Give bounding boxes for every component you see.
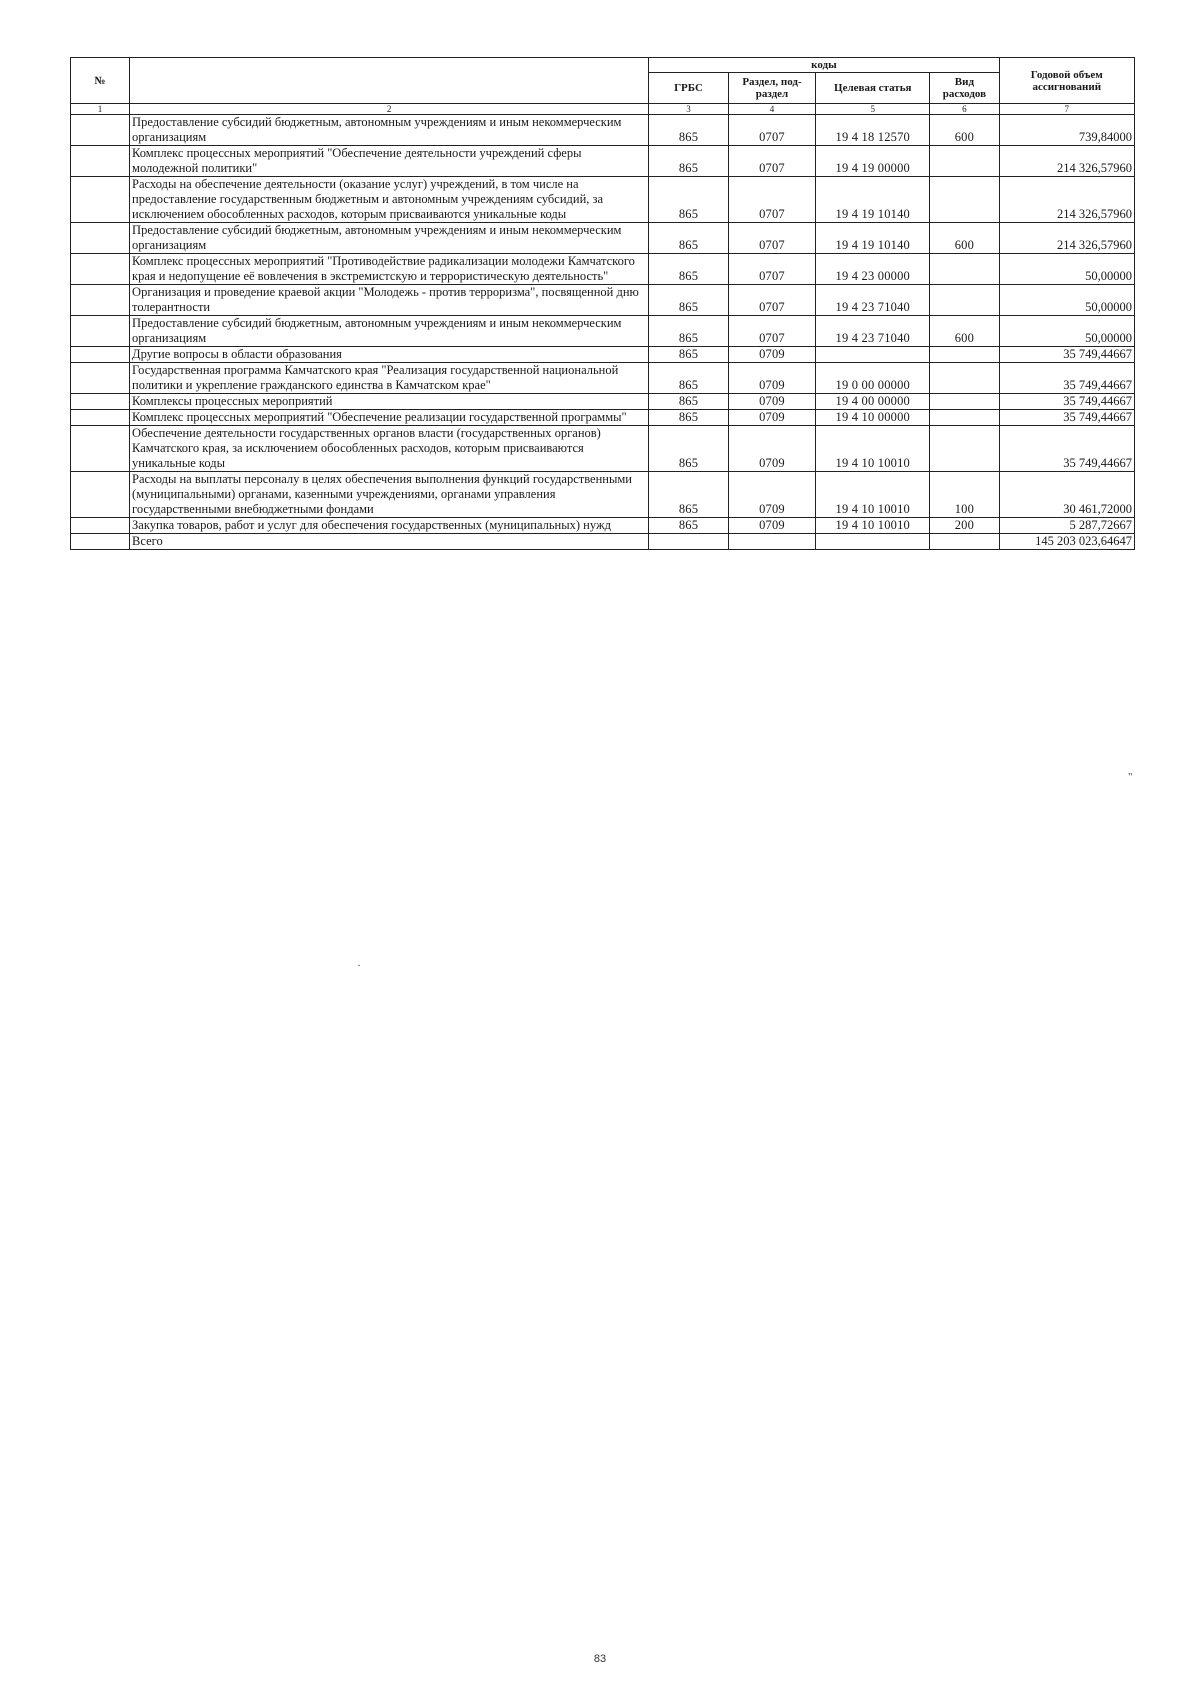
row-razdel: 0707	[728, 254, 816, 285]
column-number-row	[71, 104, 1135, 115]
row-number	[71, 394, 130, 410]
row-number	[71, 115, 130, 146]
header-annual-volume: Годовой объем ассигнований	[999, 58, 1134, 104]
row-name: Предоставление субсидий бюджетным, автономным учреждениям и иным некоммерческим организациям	[130, 316, 649, 347]
header-number: №	[71, 58, 130, 104]
row-sum: 35 749,44667	[999, 394, 1134, 410]
row-vid: 600	[930, 115, 999, 146]
row-vid: 600	[930, 223, 999, 254]
table-row	[71, 472, 1135, 518]
row-celevaya: 19 4 19 00000	[816, 146, 930, 177]
row-grbs: 865	[649, 363, 728, 394]
row-celevaya: 19 4 10 10010	[816, 518, 930, 534]
row-vid: 100	[930, 472, 999, 518]
row-name: Закупка товаров, работ и услуг для обеспечения государственных (муниципальных) нужд	[130, 518, 649, 534]
row-number	[71, 518, 130, 534]
row-razdel: 0709	[728, 410, 816, 426]
row-celevaya: 19 4 10 10010	[816, 426, 930, 472]
row-razdel: 0707	[728, 146, 816, 177]
row-vid	[930, 394, 999, 410]
row-celevaya: 19 4 23 71040	[816, 316, 930, 347]
row-name: Предоставление субсидий бюджетным, автономным учреждениям и иным некоммерческим организациям	[130, 115, 649, 146]
total-row	[71, 534, 1135, 550]
table-row	[71, 394, 1135, 410]
row-celevaya: 19 4 10 10010	[816, 472, 930, 518]
row-grbs: 865	[649, 410, 728, 426]
row-name: Комплекс процессных мероприятий "Противодействие радикализации молодежи Камчатского края и недопущение её вовлечения в экстремистскую и террористическую деятельность"	[130, 254, 649, 285]
total-label: Всего	[130, 534, 649, 550]
header-celevaya: Целевая статья	[816, 73, 930, 104]
row-celevaya	[816, 347, 930, 363]
table-row	[71, 285, 1135, 316]
total-sum: 145 203 023,64647	[999, 534, 1134, 550]
row-vid	[930, 347, 999, 363]
row-number	[71, 223, 130, 254]
row-number	[71, 254, 130, 285]
row-grbs: 865	[649, 394, 728, 410]
row-vid: 200	[930, 518, 999, 534]
row-name: Комплекс процессных мероприятий "Обеспечение деятельности учреждений сферы молодежной политики"	[130, 146, 649, 177]
row-name: Организация и проведение краевой акции "Молодежь - против терроризма", посвященной дню толерантности	[130, 285, 649, 316]
row-vid: 600	[930, 316, 999, 347]
table-row	[71, 146, 1135, 177]
row-number	[71, 426, 130, 472]
row-celevaya: 19 4 23 71040	[816, 285, 930, 316]
row-name: Обеспечение деятельности государственных органов власти (государственных органов) Камчатского края, за исключением обособленных расходов, которым присваиваются уникальные коды	[130, 426, 649, 472]
table-row	[71, 347, 1135, 363]
row-sum: 35 749,44667	[999, 347, 1134, 363]
row-celevaya: 19 4 18 12570	[816, 115, 930, 146]
row-grbs: 865	[649, 518, 728, 534]
column-number: 5	[816, 104, 930, 115]
row-vid	[930, 285, 999, 316]
row-razdel: 0707	[728, 223, 816, 254]
budget-allocation-table	[70, 57, 1135, 550]
row-number	[71, 472, 130, 518]
row-sum: 35 749,44667	[999, 426, 1134, 472]
row-vid	[930, 426, 999, 472]
row-number	[71, 363, 130, 394]
row-razdel: 0707	[728, 115, 816, 146]
table-row	[71, 410, 1135, 426]
row-name: Расходы на обеспечение деятельности (оказание услуг) учреждений, в том числе на предоставление государственным бюджетным и автономным учреждениям субсидий, за исключением обособленных расходов, которым присваиваются уникальные коды	[130, 177, 649, 223]
row-vid	[930, 146, 999, 177]
row-grbs: 865	[649, 254, 728, 285]
row-razdel: 0709	[728, 394, 816, 410]
table-row	[71, 316, 1135, 347]
row-razdel: 0709	[728, 347, 816, 363]
row-sum: 35 749,44667	[999, 410, 1134, 426]
column-number: 4	[728, 104, 816, 115]
header-vid: Вид расходов	[930, 73, 999, 104]
column-number: 7	[999, 104, 1134, 115]
row-razdel: 0709	[728, 363, 816, 394]
row-sum: 50,00000	[999, 316, 1134, 347]
table-row	[71, 518, 1135, 534]
row-razdel: 0707	[728, 285, 816, 316]
row-name: Государственная программа Камчатского края "Реализация государственной национальной политики и укрепление гражданского единства в Камчатском крае"	[130, 363, 649, 394]
table-row	[71, 254, 1135, 285]
row-grbs: 865	[649, 347, 728, 363]
row-number	[71, 410, 130, 426]
table-row	[71, 177, 1135, 223]
row-razdel: 0709	[728, 518, 816, 534]
row-sum: 214 326,57960	[999, 177, 1134, 223]
row-grbs: 865	[649, 285, 728, 316]
row-sum: 30 461,72000	[999, 472, 1134, 518]
column-number: 3	[649, 104, 728, 115]
row-razdel: 0707	[728, 316, 816, 347]
table-row	[71, 223, 1135, 254]
row-number	[71, 146, 130, 177]
row-grbs: 865	[649, 146, 728, 177]
page-number: 83	[593, 1653, 607, 1665]
row-grbs: 865	[649, 177, 728, 223]
row-number	[71, 285, 130, 316]
table-row	[71, 363, 1135, 394]
row-grbs: 865	[649, 223, 728, 254]
row-sum: 739,84000	[999, 115, 1134, 146]
header-codes: коды	[649, 58, 999, 73]
row-celevaya: 19 4 00 00000	[816, 394, 930, 410]
row-vid	[930, 254, 999, 285]
row-name: Другие вопросы в области образования	[130, 347, 649, 363]
column-number: 6	[930, 104, 999, 115]
row-name: Расходы на выплаты персоналу в целях обеспечения выполнения функций государственными (муниципальными) органами, казенными учреждениями, органами управления государственными внебюджетными фондами	[130, 472, 649, 518]
row-number	[71, 347, 130, 363]
row-razdel: 0709	[728, 426, 816, 472]
row-celevaya: 19 4 10 00000	[816, 410, 930, 426]
row-celevaya: 19 4 19 10140	[816, 177, 930, 223]
row-number	[71, 177, 130, 223]
header-grbs: ГРБС	[649, 73, 728, 104]
row-celevaya: 19 4 19 10140	[816, 223, 930, 254]
table-row	[71, 115, 1135, 146]
row-celevaya: 19 0 00 00000	[816, 363, 930, 394]
row-sum: 35 749,44667	[999, 363, 1134, 394]
row-name: Комплексы процессных мероприятий	[130, 394, 649, 410]
row-sum: 214 326,57960	[999, 223, 1134, 254]
row-grbs: 865	[649, 472, 728, 518]
row-razdel: 0709	[728, 472, 816, 518]
row-sum: 5 287,72667	[999, 518, 1134, 534]
row-razdel: 0707	[728, 177, 816, 223]
row-name: Предоставление субсидий бюджетным, автономным учреждениям и иным некоммерческим организациям	[130, 223, 649, 254]
row-sum: 50,00000	[999, 285, 1134, 316]
column-number: 2	[130, 104, 649, 115]
row-grbs: 865	[649, 426, 728, 472]
row-sum: 214 326,57960	[999, 146, 1134, 177]
column-number: 1	[71, 104, 130, 115]
row-vid	[930, 363, 999, 394]
table-row	[71, 426, 1135, 472]
header-name	[130, 58, 649, 104]
row-celevaya: 19 4 23 00000	[816, 254, 930, 285]
row-number	[71, 316, 130, 347]
row-grbs: 865	[649, 115, 728, 146]
header-razdel: Раздел, под-раздел	[728, 73, 816, 104]
row-sum: 50,00000	[999, 254, 1134, 285]
closing-quote: "	[1128, 771, 1133, 783]
row-grbs: 865	[649, 316, 728, 347]
row-vid	[930, 177, 999, 223]
scan-speck	[358, 965, 360, 966]
row-vid	[930, 410, 999, 426]
row-name: Комплекс процессных мероприятий "Обеспечение реализации государственной программы"	[130, 410, 649, 426]
